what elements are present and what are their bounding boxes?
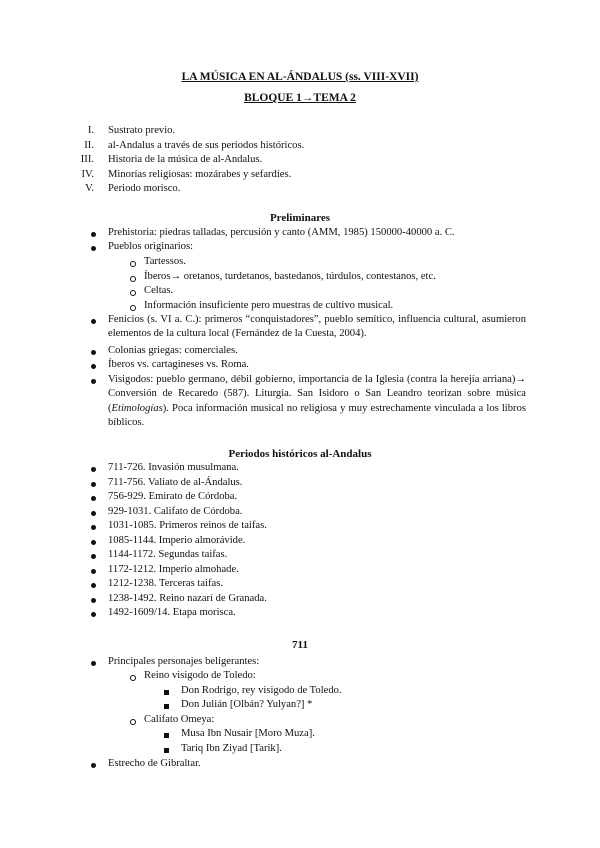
list-item-pueblos: Pueblos originarios:: [108, 241, 194, 252]
bullet-icon: [91, 598, 96, 603]
period-item: 1085-1144. Imperio almorávide.: [108, 535, 246, 546]
outline-number: II.: [84, 140, 94, 151]
outline-item: Sustrato previo.: [108, 125, 176, 136]
visigodos-text-a: Visigodos: pueblo germano, débil gobierno, importancia de la Iglesia (contra la herejía arriana)→ Conversión de Recaredo (587). Liturgia. San Isidoro o San Leandro teorizan sobre música (: [108, 374, 526, 414]
circle-bullet-icon: [130, 305, 136, 311]
period-item: 1492-1609/14. Etapa morisca.: [108, 607, 236, 618]
outline-number: V.: [85, 183, 94, 194]
bullet-icon: [91, 496, 96, 501]
subsub-item: Don Rodrigo, rey visigodo de Toledo.: [181, 685, 342, 696]
square-bullet-icon: [164, 704, 169, 709]
sub-item: Celtas.: [144, 285, 174, 296]
bullet-icon: [91, 379, 96, 384]
period-item: 1212-1238. Terceras taifas.: [108, 578, 223, 589]
bullet-icon: [91, 554, 96, 559]
outline-item: Minorías religiosas: mozárabes y sefardíes.: [108, 169, 292, 180]
section-heading-preliminares: Preliminares: [269, 212, 331, 224]
period-item: 1144-1172. Segundas taifas.: [108, 549, 228, 560]
list-item-fenicios: Fenicios (s. VI a. C.): primeros “conquistadores”, pueblo semítico, influencia cultural, asumieron elementos de la cultura local (Fernández de la Cuesta, 2004).: [108, 314, 526, 340]
sub-item: Íberos→ oretanos, turdetanos, bastedanos, túrdulos, contestanos, etc.: [144, 271, 436, 282]
circle-bullet-icon: [130, 276, 136, 282]
outline-number: III.: [80, 154, 94, 165]
period-item: 1031-1085. Primeros reinos de taifas.: [108, 520, 267, 531]
list-item-iberos: Íberos vs. cartagineses vs. Roma.: [108, 359, 249, 370]
bullet-icon: [91, 612, 96, 617]
sub-item: Tartessos.: [144, 256, 186, 267]
outline-item: Periodo morisco.: [108, 183, 181, 194]
circle-bullet-icon: [130, 261, 136, 267]
document-subtitle: BLOQUE 1→TEMA 2: [244, 92, 356, 104]
list-item-visigodos: [108, 373, 526, 431]
bullet-icon: [91, 525, 96, 530]
period-item: 756-929. Emirato de Córdoba.: [108, 491, 238, 502]
bullet-icon: [91, 569, 96, 574]
section-heading-periodos: Periodos históricos al-Andalus: [228, 448, 372, 460]
bullet-icon: [91, 482, 96, 487]
subsub-item: Musa Ibn Nusair [Moro Muza].: [181, 728, 315, 739]
sub-item: Información insuficiente pero muestras de cultivo musical.: [144, 300, 394, 311]
bullet-icon: [91, 511, 96, 516]
outline-item: Historia de la música de al-Andalus.: [108, 154, 263, 165]
list-item-personajes: Principales personajes beligerantes:: [108, 656, 260, 667]
circle-bullet-icon: [130, 290, 136, 296]
bullet-icon: [91, 763, 96, 768]
period-item: 1172-1212. Imperio almohade.: [108, 564, 239, 575]
bullet-icon: [91, 364, 96, 369]
circle-bullet-icon: [130, 719, 136, 725]
list-item-griegas: Colonias griegas: comerciales.: [108, 345, 238, 356]
square-bullet-icon: [164, 733, 169, 738]
circle-bullet-icon: [130, 675, 136, 681]
visigodos-italic: Etimologías: [111, 402, 163, 414]
bullet-icon: [91, 467, 96, 472]
period-item: 711-756. Valiato de al-Ándalus.: [108, 477, 243, 488]
subsub-item: Tariq Ibn Ziyad [Tarik].: [181, 743, 282, 754]
sub-item-califato: Califato Omeya:: [144, 714, 215, 725]
bullet-icon: [91, 232, 96, 237]
outline-item: al-Andalus a través de sus periodos históricos.: [108, 140, 305, 151]
document-title: LA MÚSICA EN AL-ÁNDALUS (ss. VIII-XVII): [181, 71, 419, 83]
bullet-icon: [91, 246, 96, 251]
bullet-icon: [91, 540, 96, 545]
period-item: 929-1031. Califato de Córdoba.: [108, 506, 243, 517]
visigodos-text-b: ). Poca información musical no religiosa y muy estrechamente vinculada a los libros bíblicos.: [108, 402, 526, 429]
period-item: 1238-1492. Reino nazarí de Granada.: [108, 593, 267, 604]
section-heading-711: 711: [292, 639, 308, 651]
bullet-icon: [91, 319, 96, 324]
square-bullet-icon: [164, 748, 169, 753]
bullet-icon: [91, 350, 96, 355]
list-item-estrecho: Estrecho de Gibraltar.: [108, 758, 201, 769]
sub-item-reino: Reino visigodo de Toledo:: [144, 670, 256, 681]
bullet-icon: [91, 583, 96, 588]
outline-number: IV.: [81, 169, 94, 180]
period-item: 711-726. Invasión musulmana.: [108, 462, 239, 473]
outline-number: I.: [87, 125, 94, 136]
list-item-prehistoria: Prehistoria: piedras talladas, percusión y canto (AMM, 1985) 150000-40000 a. C.: [108, 227, 455, 238]
bullet-icon: [91, 661, 96, 666]
subsub-item: Don Julián [Olbán? Yulyan?] *: [181, 699, 313, 710]
square-bullet-icon: [164, 690, 169, 695]
